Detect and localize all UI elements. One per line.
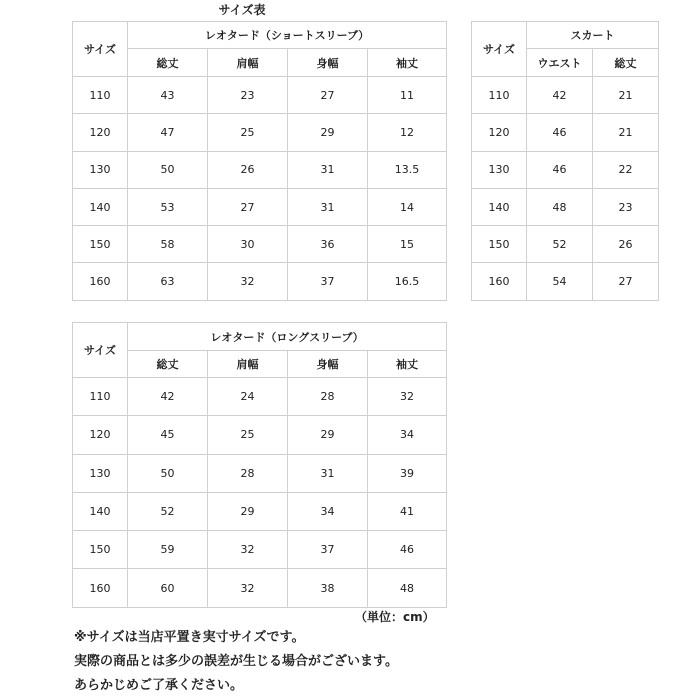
measurement-cell: 43 — [128, 77, 208, 114]
size-cell: 130 — [73, 151, 128, 188]
size-cell: 120 — [73, 114, 128, 151]
measurement-cell: 46 — [527, 114, 593, 151]
table-row — [73, 188, 447, 225]
note-line: 実際の商品とは多少の誤差が生じる場合がございます。 — [74, 654, 398, 669]
table-row — [73, 114, 447, 151]
short-sleeve-size-table — [72, 21, 447, 301]
measurement-cell: 36 — [288, 226, 368, 263]
size-cell: 160 — [73, 569, 128, 607]
measurement-cell: 41 — [368, 492, 447, 530]
measurement-cell: 21 — [593, 114, 659, 151]
measurement-cell: 37 — [288, 531, 368, 569]
measurement-cell: 26 — [593, 226, 659, 263]
measurement-cell: 24 — [208, 378, 288, 416]
measurement-cell: 31 — [288, 151, 368, 188]
table-row — [73, 378, 447, 416]
measurement-cell: 27 — [288, 77, 368, 114]
measurement-cell: 23 — [593, 188, 659, 225]
column-header: 身幅 — [288, 351, 368, 378]
measurement-cell: 53 — [128, 188, 208, 225]
size-cell: 140 — [472, 188, 527, 225]
size-cell: 140 — [73, 188, 128, 225]
size-cell: 140 — [73, 492, 128, 530]
table-row — [73, 531, 447, 569]
table-row — [73, 492, 447, 530]
unit-label: （単位：cm） — [355, 610, 435, 624]
measurement-cell: 45 — [128, 416, 208, 454]
column-header: 肩幅 — [208, 49, 288, 77]
measurement-cell: 60 — [128, 569, 208, 607]
measurement-cell: 32 — [208, 531, 288, 569]
table-row — [73, 263, 447, 300]
size-cell: 150 — [73, 531, 128, 569]
measurement-cell: 47 — [128, 114, 208, 151]
measurement-cell: 14 — [368, 188, 447, 225]
measurement-cell: 58 — [128, 226, 208, 263]
table-row — [472, 263, 659, 300]
measurement-cell: 46 — [368, 531, 447, 569]
size-cell: 160 — [472, 263, 527, 300]
column-header: 総丈 — [593, 49, 659, 77]
measurement-cell: 50 — [128, 151, 208, 188]
table-row — [73, 454, 447, 492]
measurement-cell: 13.5 — [368, 151, 447, 188]
table-row — [73, 416, 447, 454]
measurement-cell: 38 — [288, 569, 368, 607]
measurement-cell: 27 — [593, 263, 659, 300]
size-cell: 130 — [472, 151, 527, 188]
measurement-cell: 52 — [527, 226, 593, 263]
measurement-cell: 29 — [288, 416, 368, 454]
size-header: サイズ — [472, 22, 527, 77]
table-row — [472, 188, 659, 225]
skirt-size-table — [471, 21, 659, 301]
note-line: ※サイズは当店平置き実寸サイズです。 — [74, 630, 305, 645]
table-row — [73, 77, 447, 114]
column-header: 身幅 — [288, 49, 368, 77]
measurement-cell: 31 — [288, 454, 368, 492]
measurement-cell: 22 — [593, 151, 659, 188]
measurement-cell: 31 — [288, 188, 368, 225]
size-cell: 120 — [73, 416, 128, 454]
column-header: 肩幅 — [208, 351, 288, 378]
measurement-cell: 25 — [208, 114, 288, 151]
column-header: ウエスト — [527, 49, 593, 77]
measurement-cell: 16.5 — [368, 263, 447, 300]
measurement-cell: 21 — [593, 77, 659, 114]
size-cell: 110 — [73, 378, 128, 416]
measurement-cell: 48 — [527, 188, 593, 225]
measurement-cell: 15 — [368, 226, 447, 263]
size-cell: 110 — [472, 77, 527, 114]
size-cell: 150 — [472, 226, 527, 263]
table-row — [472, 77, 659, 114]
measurement-cell: 25 — [208, 416, 288, 454]
measurement-cell: 59 — [128, 531, 208, 569]
column-header: 袖丈 — [368, 351, 447, 378]
measurement-cell: 32 — [208, 569, 288, 607]
group-header: スカート — [527, 22, 659, 49]
column-header: 総丈 — [128, 351, 208, 378]
size-cell: 160 — [73, 263, 128, 300]
measurement-cell: 29 — [288, 114, 368, 151]
measurement-cell: 39 — [368, 454, 447, 492]
size-header: サイズ — [73, 22, 128, 77]
long-sleeve-size-table — [72, 322, 447, 608]
measurement-cell: 34 — [368, 416, 447, 454]
measurement-cell: 29 — [208, 492, 288, 530]
measurement-cell: 50 — [128, 454, 208, 492]
measurement-cell: 28 — [288, 378, 368, 416]
page-title: サイズ表 — [218, 3, 266, 17]
measurement-cell: 32 — [208, 263, 288, 300]
column-header: 総丈 — [128, 49, 208, 77]
measurement-cell: 12 — [368, 114, 447, 151]
column-header: 袖丈 — [368, 49, 447, 77]
size-cell: 120 — [472, 114, 527, 151]
measurement-cell: 52 — [128, 492, 208, 530]
measurement-cell: 23 — [208, 77, 288, 114]
measurement-cell: 26 — [208, 151, 288, 188]
measurement-cell: 34 — [288, 492, 368, 530]
size-cell: 150 — [73, 226, 128, 263]
measurement-cell: 27 — [208, 188, 288, 225]
measurement-cell: 42 — [128, 378, 208, 416]
group-header: レオタード（ロングスリーブ） — [128, 323, 447, 351]
table-row — [73, 151, 447, 188]
measurement-cell: 28 — [208, 454, 288, 492]
table-row — [472, 114, 659, 151]
measurement-cell: 11 — [368, 77, 447, 114]
measurement-cell: 42 — [527, 77, 593, 114]
note-line: あらかじめご了承ください。 — [74, 678, 244, 693]
measurement-cell: 46 — [527, 151, 593, 188]
measurement-cell: 63 — [128, 263, 208, 300]
table-row — [73, 569, 447, 607]
group-header: レオタード（ショートスリーブ） — [128, 22, 447, 49]
measurement-cell: 30 — [208, 226, 288, 263]
measurement-cell: 32 — [368, 378, 447, 416]
size-header: サイズ — [73, 323, 128, 378]
table-row — [73, 226, 447, 263]
size-cell: 130 — [73, 454, 128, 492]
table-row — [472, 226, 659, 263]
size-cell: 110 — [73, 77, 128, 114]
measurement-cell: 48 — [368, 569, 447, 607]
measurement-cell: 37 — [288, 263, 368, 300]
measurement-cell: 54 — [527, 263, 593, 300]
table-row — [472, 151, 659, 188]
